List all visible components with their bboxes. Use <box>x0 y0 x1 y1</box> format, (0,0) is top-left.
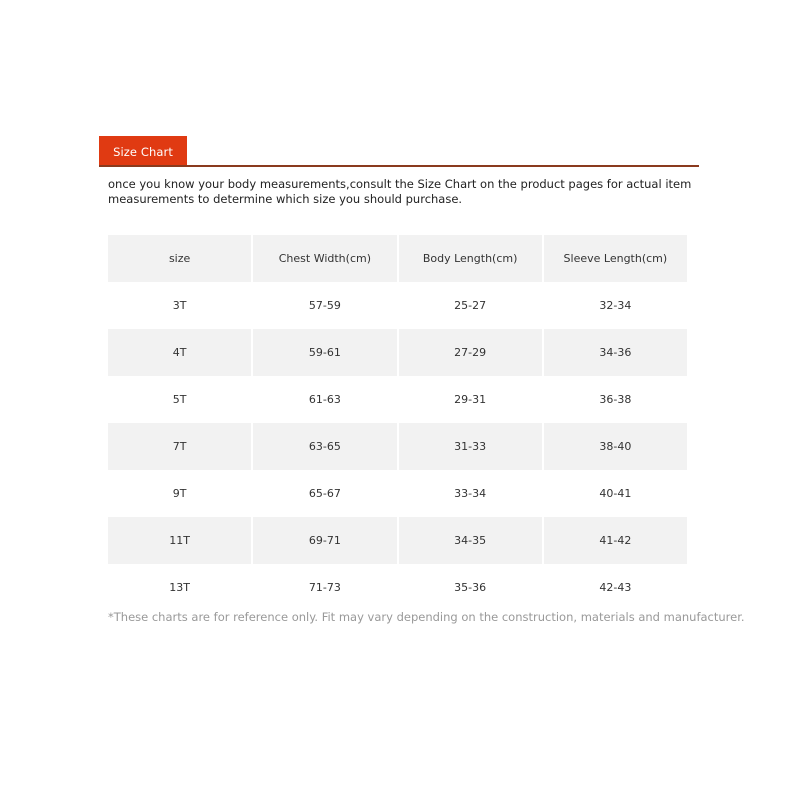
cell-chest-width: 59-61 <box>253 329 396 376</box>
table-row <box>108 329 687 376</box>
cell-body-length: 35-36 <box>454 581 487 594</box>
table-row <box>108 517 687 564</box>
tab-underline-divider <box>99 165 699 167</box>
cell-size: 13T <box>169 581 190 594</box>
table-row <box>108 282 687 329</box>
cell-size: 3T <box>172 299 187 312</box>
size-chart-table <box>106 235 689 611</box>
cell-size: 9T <box>172 487 187 500</box>
table-row <box>108 564 687 611</box>
cell-size: 11T <box>108 517 251 564</box>
cell-body-length: 33-34 <box>454 487 487 500</box>
cell-sleeve-length: 32-34 <box>599 299 632 312</box>
cell-chest-width: 71-73 <box>308 581 341 594</box>
reference-note: *These charts are for reference only. Fit may vary depending on the construction, materials and manufacturer. <box>108 610 745 624</box>
cell-size: 7T <box>108 423 251 470</box>
cell-sleeve-length: 42-43 <box>599 581 632 594</box>
table-header-row <box>108 235 687 282</box>
cell-chest-width: 57-59 <box>308 299 341 312</box>
intro-text: once you know your body measurements,consult the Size Chart on the product pages for actual item measurements to determine which size you should purchase. <box>108 177 692 206</box>
cell-body-length: 31-33 <box>399 423 542 470</box>
tab-size-chart-label: Size Chart <box>113 144 173 159</box>
tab-size-chart[interactable] <box>99 136 187 167</box>
cell-size: 4T <box>108 329 251 376</box>
cell-sleeve-length: 38-40 <box>544 423 687 470</box>
header-body-length: Body Length(cm) <box>399 235 542 282</box>
cell-body-length: 29-31 <box>454 393 487 406</box>
table-row <box>108 470 687 517</box>
table-row <box>108 423 687 470</box>
cell-sleeve-length: 40-41 <box>599 487 632 500</box>
cell-body-length: 27-29 <box>399 329 542 376</box>
cell-sleeve-length: 36-38 <box>599 393 632 406</box>
cell-size: 5T <box>172 393 187 406</box>
header-size: size <box>108 235 251 282</box>
cell-body-length: 34-35 <box>399 517 542 564</box>
cell-chest-width: 65-67 <box>308 487 341 500</box>
cell-body-length: 25-27 <box>454 299 487 312</box>
cell-sleeve-length: 34-36 <box>544 329 687 376</box>
header-sleeve-length: Sleeve Length(cm) <box>544 235 687 282</box>
table-row <box>108 376 687 423</box>
cell-chest-width: 63-65 <box>253 423 396 470</box>
cell-sleeve-length: 41-42 <box>544 517 687 564</box>
cell-chest-width: 69-71 <box>253 517 396 564</box>
cell-chest-width: 61-63 <box>308 393 341 406</box>
header-chest-width: Chest Width(cm) <box>253 235 396 282</box>
